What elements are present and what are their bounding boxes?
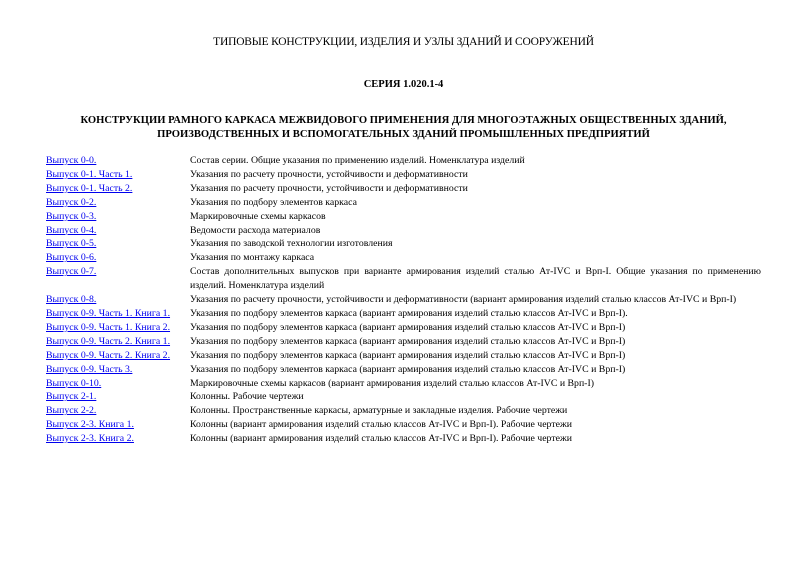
list-item <box>46 418 761 432</box>
list-item <box>46 196 761 210</box>
issue-description: Указания по подбору элементов каркаса (вариант армирования изделий сталью классов Ат-IVC и Врп-I) <box>190 349 626 361</box>
issue-description: Состав дополнительных выпусков при варианте армирования изделий сталью Ат-IVC и Врп-I. Общие указания по применению изделий. Номенклатура изделий <box>190 266 761 292</box>
issue-description: Колонны. Пространственные каркасы, арматурные и закладные изделия. Рабочие чертежи <box>190 405 568 417</box>
issue-link[interactable]: Выпуск 0-9. Часть 2. Книга 2. <box>46 349 171 361</box>
issue-link[interactable]: Выпуск 0-4. <box>46 224 97 236</box>
issue-description: Указания по монтажу каркаса <box>190 252 315 264</box>
issue-link[interactable]: Выпуск 0-6. <box>46 252 97 264</box>
issue-link[interactable]: Выпуск 0-2. <box>46 196 97 208</box>
list-item <box>46 321 761 335</box>
list-item <box>46 335 761 349</box>
list-item <box>46 390 761 404</box>
issue-link[interactable]: Выпуск 0-9. Часть 1. Книга 2. <box>46 321 171 333</box>
list-item <box>46 293 761 307</box>
issue-link[interactable]: Выпуск 0-9. Часть 2. Книга 1. <box>46 335 171 347</box>
issue-link[interactable]: Выпуск 0-7. <box>46 266 97 278</box>
list-item <box>46 349 761 363</box>
issue-link[interactable]: Выпуск 0-9. Часть 3. <box>46 363 133 375</box>
issue-description: Ведомости расхода материалов <box>190 224 321 236</box>
issue-link[interactable]: Выпуск 0-5. <box>46 238 97 250</box>
issue-description: Указания по заводской технологии изготовления <box>190 238 393 250</box>
issue-description: Указания по расчету прочности, устойчивости и деформативности (вариант армирования изделий сталью классов Ат-IVC и Врп-I) <box>190 294 737 306</box>
list-item <box>46 404 761 418</box>
header-title: ТИПОВЫЕ КОНСТРУКЦИИ, ИЗДЕЛИЯ И УЗЛЫ ЗДАНИЙ И СООРУЖЕНИЙ <box>213 36 594 48</box>
list-item <box>46 168 761 182</box>
list-item <box>46 432 761 446</box>
issue-description: Маркировочные схемы каркасов (вариант армирования изделий сталью классов Ат-IVC и Врп-I) <box>190 377 594 389</box>
issue-link[interactable]: Выпуск 0-0. <box>46 155 97 166</box>
issue-link[interactable]: Выпуск 2-3. Книга 2. <box>46 433 134 445</box>
list-item <box>46 210 761 224</box>
issue-link[interactable]: Выпуск 0-10. <box>46 377 102 389</box>
list-item <box>46 251 761 265</box>
list-item <box>46 154 761 168</box>
issue-link[interactable]: Выпуск 0-9. Часть 1. Книга 1. <box>46 307 171 319</box>
issue-description: Указания по подбору элементов каркаса (вариант армирования изделий сталью классов Ат-IVC и Врп-I) <box>190 363 626 375</box>
issue-description: Указания по подбору элементов каркаса (вариант армирования изделий сталью классов Ат-IVC и Врп-I). <box>190 307 628 319</box>
issue-link[interactable]: Выпуск 2-3. Книга 1. <box>46 419 134 431</box>
issue-description: Указания по расчету прочности, устойчивости и деформативности <box>190 168 468 180</box>
issue-description: Колонны. Рабочие чертежи <box>190 391 304 403</box>
issue-description: Колонны (вариант армирования изделий сталью классов Ат-IVC и Врп-I). Рабочие чертежи <box>190 433 572 445</box>
issues-list <box>46 154 761 446</box>
issue-link[interactable]: Выпуск 0-3. <box>46 210 97 222</box>
list-item <box>46 377 761 391</box>
issue-link[interactable]: Выпуск 2-2. <box>46 405 97 417</box>
issue-description: Колонны (вариант армирования изделий сталью классов Ат-IVC и Врп-I). Рабочие чертежи <box>190 419 572 431</box>
issue-description: Указания по подбору элементов каркаса <box>190 196 357 208</box>
series-title: СЕРИЯ 1.020.1-4 <box>363 79 444 90</box>
list-item <box>46 363 761 377</box>
issue-link[interactable]: Выпуск 2-1. <box>46 391 97 403</box>
document-title: КОНСТРУКЦИИ РАМНОГО КАРКАСА МЕЖВИДОВОГО ПРИМЕНЕНИЯ ДЛЯ МНОГОЭТАЖНЫХ ОБЩЕСТВЕННЫХ ЗДАНИЙ, ПРОИЗВОДСТВЕННЫХ И ВСПОМОГАТЕЛЬНЫХ ЗДАНИЙ ПРОМЫШЛЕННЫХ ПРЕДПРИЯТИЙ <box>80 115 727 140</box>
issue-link[interactable]: Выпуск 0-1. Часть 2. <box>46 182 133 194</box>
issue-description: Маркировочные схемы каркасов <box>190 210 326 222</box>
issue-description: Указания по подбору элементов каркаса (вариант армирования изделий сталью классов Ат-IVC и Врп-I) <box>190 321 626 333</box>
issue-description: Указания по подбору элементов каркаса (вариант армирования изделий сталью классов Ат-IVC и Врп-I) <box>190 335 626 347</box>
list-item <box>46 224 761 238</box>
issue-link[interactable]: Выпуск 0-1. Часть 1. <box>46 168 133 180</box>
issue-link[interactable]: Выпуск 0-8. <box>46 294 97 306</box>
issue-description: Состав серии. Общие указания по применению изделий. Номенклатура изделий <box>190 155 525 166</box>
list-item <box>46 307 761 321</box>
issue-description: Указания по расчету прочности, устойчивости и деформативности <box>190 182 468 194</box>
list-item <box>46 182 761 196</box>
list-item <box>46 237 761 251</box>
list-item <box>46 265 761 293</box>
